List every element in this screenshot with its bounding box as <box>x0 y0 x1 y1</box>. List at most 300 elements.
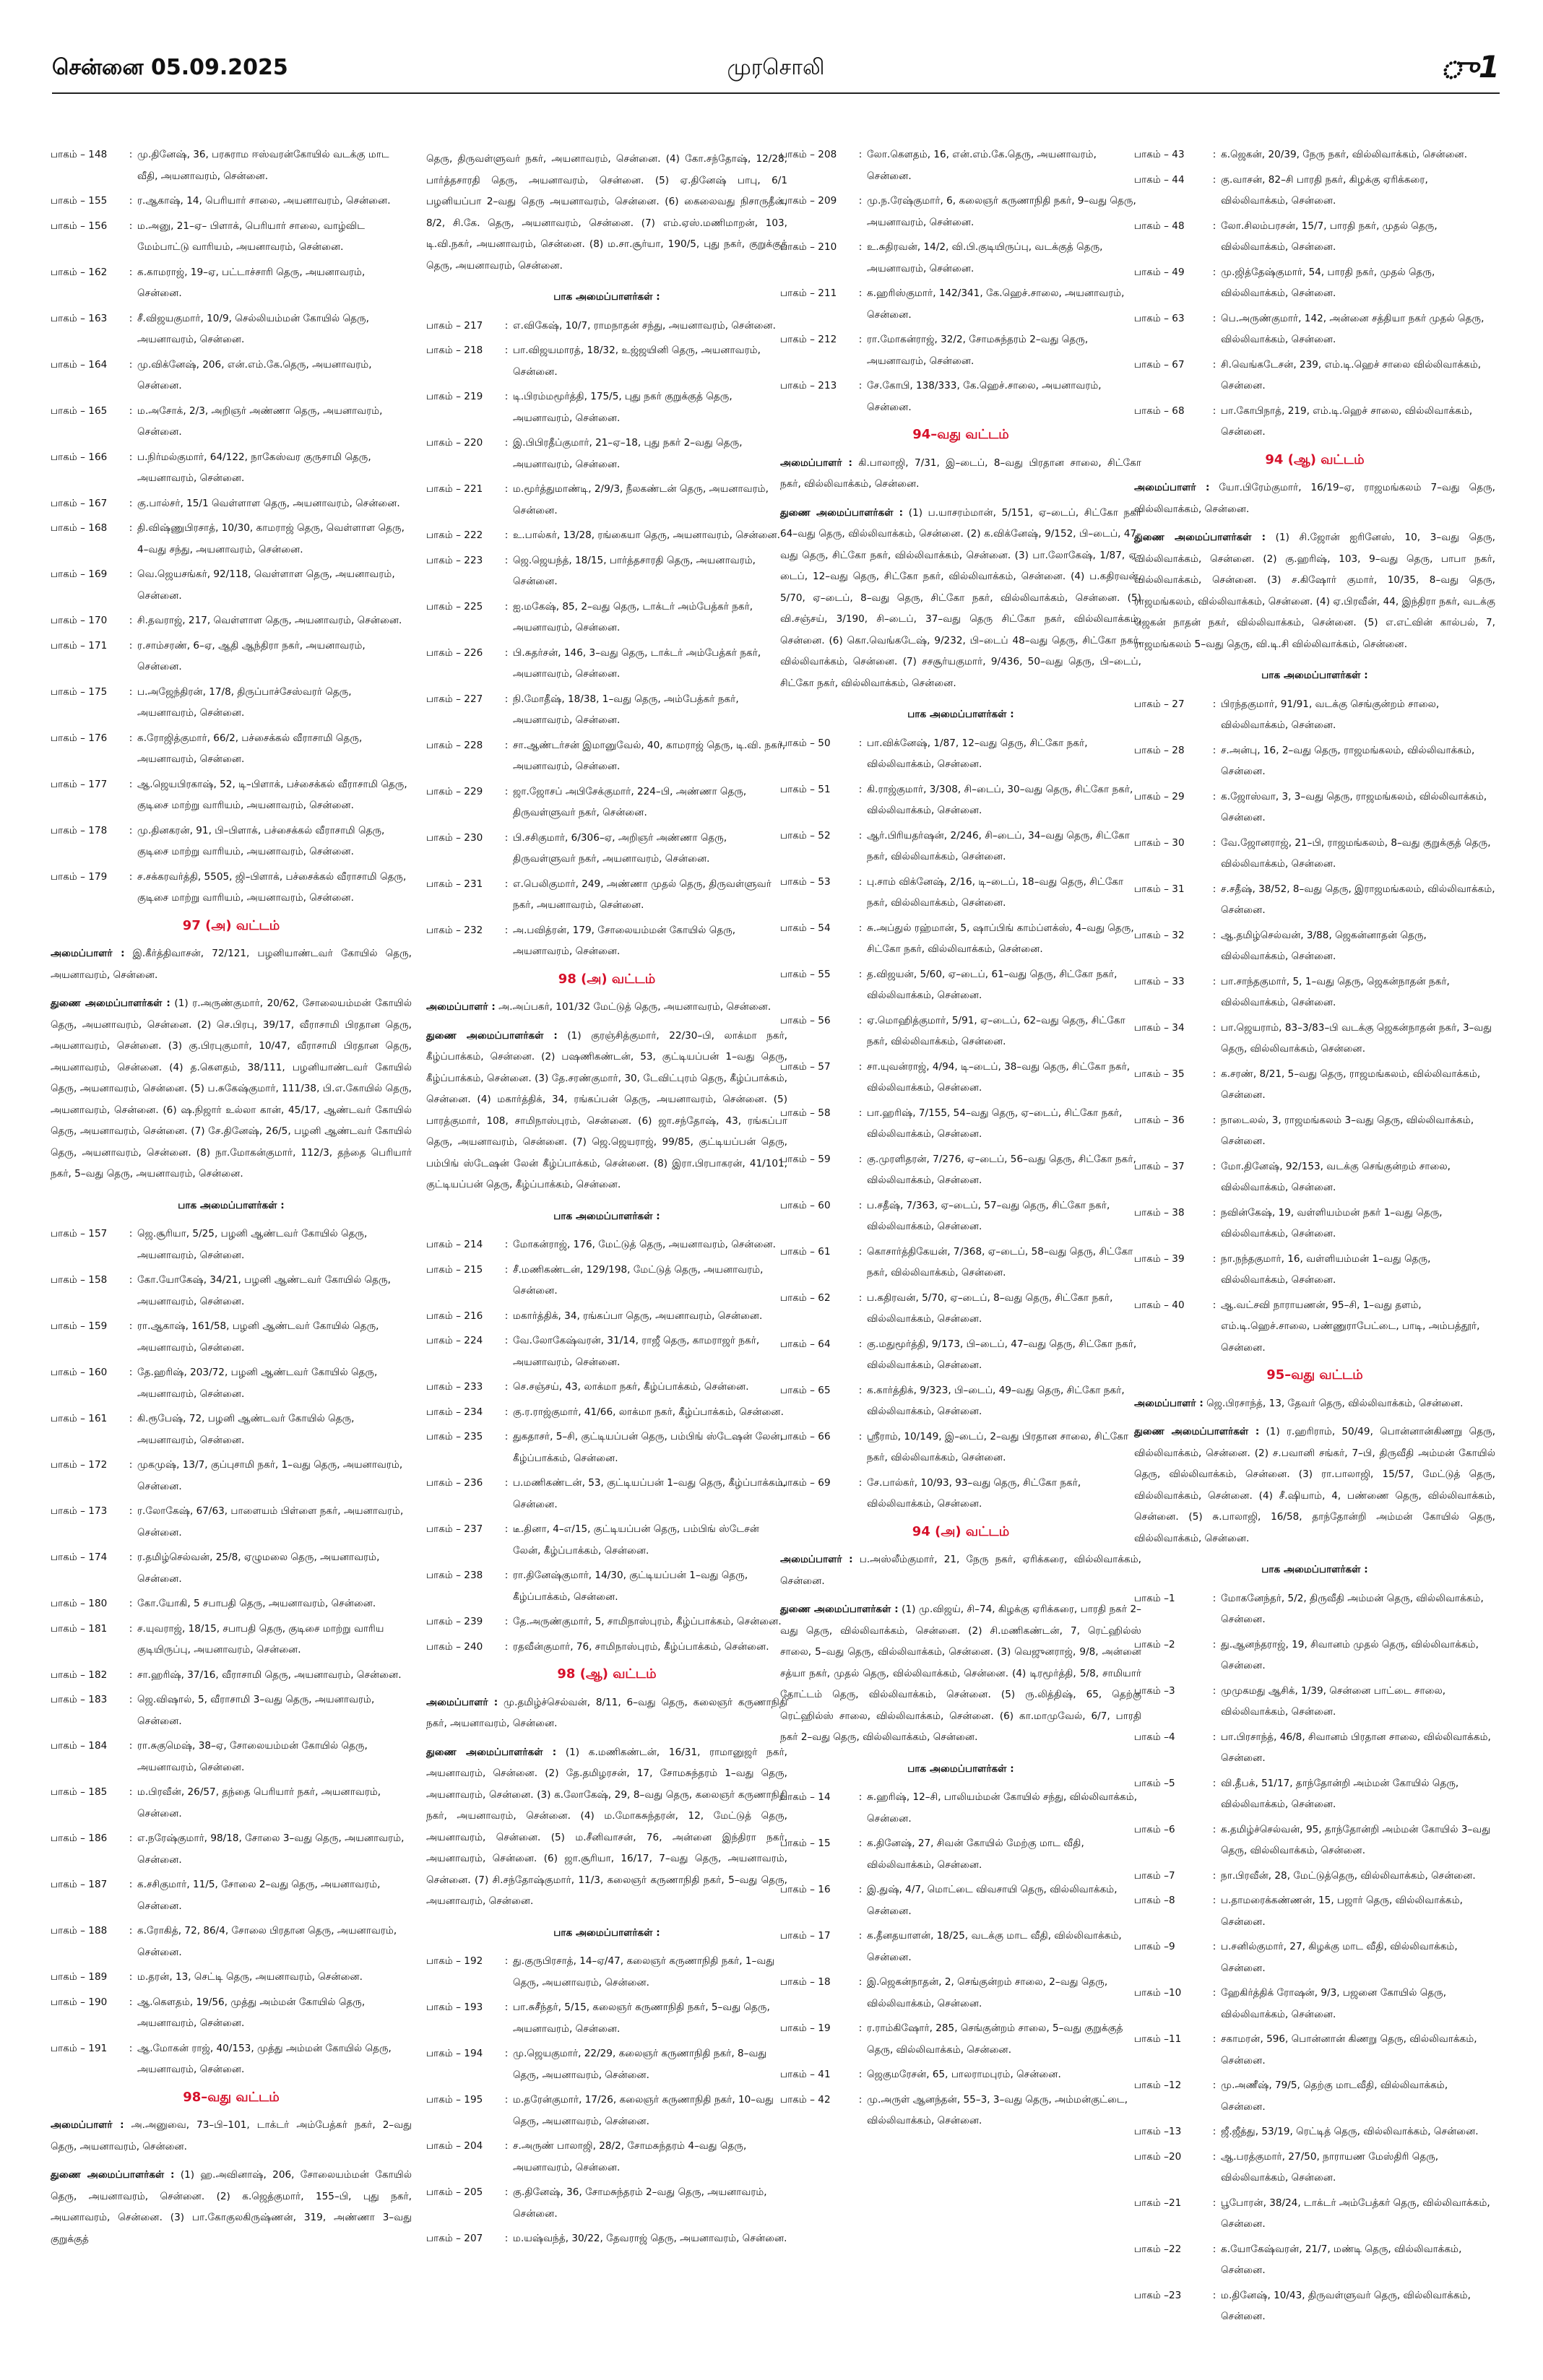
part-number: பாகம் – 42 <box>780 2093 831 2106</box>
list-item <box>780 1879 1141 1922</box>
separator: : <box>1212 1068 1216 1080</box>
part-number: பாகம் – 213 <box>780 380 837 391</box>
paragraph-text: ஜெ.பிரசாந்த், 13, தேவர் தெரு, வில்லிவாக்கம், சென்னை. <box>1203 1397 1464 1409</box>
list-item <box>51 1547 412 1590</box>
list-item <box>426 550 787 593</box>
member-details: சு.ஹரிஷ், 12–சி, பாலியம்மன் கோயில் சந்து, வில்லிவாக்கம், சென்னை. <box>867 1791 1138 1825</box>
list-item <box>426 525 787 547</box>
separator: : <box>1212 220 1216 232</box>
part-number: பாகம் – 239 <box>426 1616 483 1627</box>
separator: : <box>1212 266 1216 278</box>
role-label: அமைப்பாளர் : <box>51 2119 124 2131</box>
part-number: பாகம் – 165 <box>51 404 108 417</box>
member-details: ர.தமிழ்செல்வன், 25/8, ஏழுமலை தெரு, அயனாவரம், சென்னை. <box>137 1552 380 1585</box>
member-details: ச.சக்கரவர்த்தி, 5505, ஜி–பிளாக், பச்சைக்கல் வீராசாமி தெரு, குடிசை மாற்று வாரியம், அயனாவரம், சென்னை. <box>137 870 407 904</box>
paragraph-text: அ.அனுவை, 73–பி–101, டாக்டர் அம்பேத்கர் நகர், 2–வது தெரு, அயனாவரம், சென்னை. <box>51 2119 412 2152</box>
member-details: ஸ்ரீராம், 10/149, இ–டைப், 2–வது பிரதான சாலை, சிட்கோ நகர், வில்லிவாக்கம், சென்னை. <box>867 1430 1129 1463</box>
member-details: கு.வாசன், 82–சி பாரதி நகர், கிழக்கு ஏரிக்கரை, வில்லிவாக்கம், சென்னை. <box>1221 173 1428 207</box>
part-number: பாகம் –4 <box>1134 1731 1175 1743</box>
part-number: பாகம் – 240 <box>426 1640 483 1653</box>
member-details: பா.ஹரிஷ், 7/155, 54–வது தெரு, ஏ–டைப், சிட்கோ நகர், வில்லிவாக்கம், சென்னை. <box>867 1107 1123 1140</box>
role-label: துணை அமைப்பாளர்கள் : <box>1134 532 1266 543</box>
part-number: பாகம் – 56 <box>780 1014 831 1026</box>
member-details: கி.ராஜ்குமார், 3/308, சி–டைப், 30–வது தெரு, சிட்கோ நகர், வில்லிவாக்கம், சென்னை. <box>867 783 1133 816</box>
part-number: பாகம் – 195 <box>426 2094 483 2106</box>
member-details: கி.ரூபேஷ், 72, பழனி ஆண்டவர் கோயில் தெரு, அயனாவரம், சென்னை. <box>137 1413 355 1446</box>
part-number: பாகம் –9 <box>1134 1941 1175 1952</box>
part-number: பாகம் – 16 <box>780 1884 831 1895</box>
part-number: பாகம் –1 <box>1134 1592 1175 1604</box>
separator: : <box>1212 790 1216 802</box>
member-details: ஹேகிர்த்திக் ரோஷன், 9/3, பஜனை கோயில் தெரு, வில்லிவாக்கம், சென்னை. <box>1221 1987 1447 2020</box>
list-item <box>1134 1983 1495 2025</box>
part-number: பாகம் – 61 <box>780 1245 831 1258</box>
subsection-heading: பாக அமைப்பாளர்கள் : <box>907 1762 1014 1775</box>
separator: : <box>858 968 863 980</box>
list-item <box>51 401 412 443</box>
separator: : <box>1212 1895 1216 1906</box>
member-details: சே.கோபி, 138/333, கே.ஹெச்.சாலை, அயனாவரம், சென்னை. <box>867 380 1102 413</box>
member-details: பா.சுசீந்தர், 5/15, கலைஞர் கருணாநிதி நகர், 5–வது தெரு, அயனாவரம், சென்னை. <box>513 2002 770 2035</box>
separator: : <box>858 334 863 345</box>
separator: : <box>1212 2243 1216 2255</box>
member-details: மோகன்ராஜ், 176, மேட்டுத் தெரு, அயனாவரம், சென்னை. <box>513 1239 776 1250</box>
separator: : <box>504 2094 509 2106</box>
separator: : <box>858 1245 863 1258</box>
separator: : <box>858 737 863 749</box>
separator: : <box>129 1274 133 1286</box>
list-item <box>780 144 1141 187</box>
separator: : <box>129 1459 133 1471</box>
member-details: க.கார்த்திக், 9/323, பி–டைப், 49–வது தெரு, சிட்கோ நகர், வில்லிவாக்கம், சென்னை. <box>867 1384 1125 1417</box>
separator: : <box>129 1996 133 2008</box>
separator: : <box>504 2233 509 2244</box>
separator: : <box>129 404 133 417</box>
member-details: மகார்த்திக், 34, ரங்கப்பா தெரு, அயனாவரம், சென்னை. <box>513 1310 763 1322</box>
part-number: பாகம் – 27 <box>1134 698 1185 710</box>
masthead-date: சென்னை 05.09.2025 <box>52 55 288 80</box>
member-details: இ.ஜெகன்நாதன், 2, செங்குன்றம் சாலை, 2–வது தெரு, வில்லிவாக்கம், சென்னை. <box>867 1976 1108 2009</box>
part-number: பாகம் – 64 <box>780 1338 831 1350</box>
part-number: பாகம் – 234 <box>426 1406 483 1418</box>
list-item <box>51 1921 412 1963</box>
part-number: பாகம் – 38 <box>1134 1206 1185 1219</box>
member-details: ரா.சுகுமெஷ், 38–ஏ, சோலையம்மன் கோயில் தெரு, அயனாவரம், சென்னை. <box>137 1740 368 1773</box>
member-details: ஜெ.விஷால், 5, வீராசாமி 3–வது தெரு, அயனாவரம், சென்னை. <box>137 1694 375 1727</box>
member-details: சீ.மணிகண்டன், 129/198, மேட்டுத் தெரு, அயனாவரம், சென்னை. <box>513 1263 764 1297</box>
separator: : <box>129 1622 133 1635</box>
list-item <box>1134 1156 1495 1199</box>
paragraph <box>780 503 1141 695</box>
list-item <box>780 1242 1141 1284</box>
part-number: பாகம் – 181 <box>51 1622 108 1635</box>
member-details: நவின்கேஷ், 19, வள்ளியம்மன் நகர் 1–வது தெரு, வில்லிவாக்கம், சென்னை. <box>1221 1206 1443 1239</box>
part-number: பாகம் – 68 <box>1134 404 1185 417</box>
section-heading: 94 (ஆ) வட்டம் <box>1265 451 1365 467</box>
list-item <box>780 1103 1141 1146</box>
part-number: பாகம் – 229 <box>426 785 483 797</box>
part-number: பாகம் – 62 <box>780 1291 831 1304</box>
separator: : <box>1212 1941 1216 1952</box>
separator: : <box>129 1740 133 1752</box>
list-item <box>51 2038 412 2081</box>
member-details: ஜெ.சூரியா, 5/25, பழனி ஆண்டவர் கோயில் தெரு, அயனாவரம், சென்னை. <box>137 1228 368 1261</box>
separator: : <box>1212 2150 1216 2163</box>
page-number: ு1 <box>1439 49 1500 85</box>
list-item <box>780 329 1141 372</box>
part-number: பாகம் – 176 <box>51 732 108 744</box>
separator: : <box>858 241 863 253</box>
member-details: ம.யஷ்வந்த், 30/22, தேவராஜ் தெரு, அயனாவரம், சென்னை. <box>513 2233 787 2244</box>
separator: : <box>1212 173 1216 186</box>
member-details: எ.நரேஷ்குமார், 98/18, சோலை 3–வது தெரு, அயனாவரம், சென்னை. <box>137 1832 405 1866</box>
member-details: நி.மோதீஷ், 18/38, 1–வது தெரு, அம்பேத்கர் நகர், அயனாவரம், சென்னை. <box>513 693 739 726</box>
part-number: பாகம் – 29 <box>1134 790 1185 802</box>
separator: : <box>129 1320 133 1332</box>
part-number: பாகம் – 58 <box>780 1107 831 1119</box>
member-details: டி.பிரம்மமூர்த்தி, 175/5, புது நகர் குறுக்குத் தெரு, அயனாவரம், சென்னை. <box>513 391 732 424</box>
part-number: பாகம் – 174 <box>51 1552 108 1563</box>
list-item <box>780 918 1141 961</box>
separator: : <box>1212 1987 1216 1999</box>
member-details: கு.மதுமூர்த்தி, 9/173, பி–டைப், 47–வது தெரு, சிட்கோ நகர், வில்லிவாக்கம், சென்னை. <box>867 1338 1137 1371</box>
part-number: பாகம் – 220 <box>426 437 483 449</box>
part-number: பாகம் – 170 <box>51 615 108 626</box>
member-details: எ.பெலிகுமார், 249, அண்ணா முதல் தெரு, திருவள்ளுவர் நகர், அயனாவரம், சென்னை. <box>513 878 772 911</box>
list-item <box>1134 2239 1495 2282</box>
list-item <box>426 920 787 963</box>
member-details: கு.பால்சர், 15/1 வெள்ளாள தெரு, அயனாவரம், சென்னை. <box>137 497 400 509</box>
member-details: லோ.கௌதம், 16, என்.எம்.கே.தெரு, அயனாவரம், சென்னை. <box>867 149 1097 182</box>
member-details: மோ.தினேஷ், 92/153, வடக்கு செங்குன்றம் சாலை, வில்லிவாக்கம், சென்னை. <box>1221 1160 1451 1193</box>
part-number: பாகம் – 185 <box>51 1786 108 1798</box>
member-details: பா.விஜயமாரத், 18/32, உஜ்ஜயினி தெரு, அயனாவரம், சென்னை. <box>513 345 761 378</box>
part-number: பாகம் – 155 <box>51 195 108 207</box>
member-details: சா.ஹரிஷ், 37/16, வீராசாமி தெரு, அயனாவரம், சென்னை. <box>137 1669 402 1681</box>
paragraph-text: (1) க.மணிகண்டன், 16/31, ராமானுஜர் நகர், அயனாவரம், சென்னை. (2) தே.தமிழரசன், 17, சோமசுந்தரம் 1–வது தெரு, அயனாவரம், சென்னை. (3) க.லோகேஷ், 29, 8–வது தெரு, கலைஞர் கருணாநிதி நகர், அயனாவரம், சென்னை. (4) ம.மோகசுந்தரன், 12, மேட்டுத் தெரு, அயனாவரம், சென்னை. (5) ம.சீனிவாசன், 76, அன்னை இந்திரா நகர், அயனாவரம், சென்னை. (6) ஜா.சூரியா, 16/17, 7–வது தெரு, அயனாவரம், சென்னை. (7) சி.சந்தோஷ்குமார், 11/3, கலைஞர் கருணாநிதி நகர், 5–வது தெரு, அயனாவரம், சென்னை. <box>426 1746 787 1907</box>
member-details: ரா.ஆகாஷ், 161/58, பழனி ஆண்டவர் கோயில் தெரு, அயனாவரம், சென்னை. <box>137 1320 379 1354</box>
separator: : <box>504 391 509 402</box>
list-item <box>426 340 787 383</box>
subsection-heading: பாக அமைப்பாளர்கள் : <box>553 1926 660 1939</box>
role-label: துணை அமைப்பாளர்கள் : <box>1134 1426 1260 1437</box>
role-label: துணை அமைப்பாளர்கள் : <box>51 998 170 1009</box>
part-number: பாகம் – 50 <box>780 737 831 749</box>
section-heading: 98 (ஆ) வட்டம் <box>557 1666 657 1682</box>
member-details: சி.தவராஜ், 217, வெள்ளாள தெரு, அயனாவரம், சென்னை. <box>137 615 402 626</box>
member-details: ஆ.தமிழ்செல்வன், 3/88, ஜெகன்னாதன் தெரு, வில்லிவாக்கம், சென்னை. <box>1221 929 1427 962</box>
part-number: பாகம் – 180 <box>51 1598 108 1609</box>
separator: : <box>129 2042 133 2054</box>
member-details: ஆ.ஜெயபிரகாஷ், 52, டி–பிளாக், பச்சைக்கல் வீராசாமி தெரு, குடிசை மாற்று வாரியம், அயனாவரம், சென்னை. <box>137 778 407 811</box>
list-item <box>780 1334 1141 1377</box>
list-item <box>780 191 1141 233</box>
member-details: மு.தினேஷ், 36, பரசுராம ஈஸ்வரன்கோயில் வடக்கு மாட வீதி, அயனாவரம், சென்னை. <box>137 149 389 182</box>
part-number: பாகம் – 204 <box>426 2140 483 2152</box>
part-number: பாகம் – 209 <box>780 195 837 207</box>
list-item <box>1134 1249 1495 1291</box>
part-number: பாகம் – 235 <box>426 1431 483 1442</box>
member-details: க.காமராஜ், 19–ஏ, பட்டாச்சாரி தெரு, அயனாவரம், சென்னை. <box>137 266 366 299</box>
paragraph-text: யோ.பிரேம்குமார், 16/19–ஏ, ராஜமங்கலம் 7–வது தெரு, வில்லிவாக்கம், சென்னை. <box>1134 482 1496 515</box>
separator: : <box>129 1971 133 1983</box>
role-label: அமைப்பாளர் : <box>426 1001 496 1013</box>
role-label: துணை அமைப்பாளர்கள் : <box>780 1604 899 1615</box>
member-details: பா.ஜெயராம், 83–3/83–பி வடக்கு ஜெகன்நாதன் நகர், 3–வது தெரு, வில்லிவாக்கம், சென்னை. <box>1221 1021 1492 1055</box>
separator: : <box>858 1107 863 1119</box>
separator: : <box>129 1413 133 1424</box>
member-details: க.யோகேஷ்வரன், 21/7, மண்டி தெரு, வில்லிவாக்கம், சென்னை. <box>1221 2243 1462 2276</box>
list-item <box>1134 1937 1495 1979</box>
separator: : <box>858 149 863 160</box>
paragraph <box>1134 527 1495 655</box>
separator: : <box>1212 2197 1216 2209</box>
part-number: பாகம் – 17 <box>780 1930 831 1942</box>
part-number: பாகம் – 205 <box>426 2186 483 2198</box>
list-item <box>426 643 787 685</box>
list-item <box>780 1473 1141 1515</box>
member-details: ம.அனு, 21–ஏ– பிளாக், பெரியார் சாலை, வாழ்விட மேம்பாட்டு வாரியம், அயனாவரம், சென்னை. <box>137 220 366 253</box>
part-number: பாகம் – 236 <box>426 1477 483 1489</box>
list-item <box>780 2090 1141 2132</box>
member-details: க.ரோகித், 72, 86/4, சோலை பிரதான தெரு, அயனாவரம், சென்னை. <box>137 1925 397 1958</box>
list-item <box>1134 1018 1495 1060</box>
list-item <box>1134 262 1495 305</box>
separator: : <box>504 2140 509 2152</box>
member-details: ப.அஜேந்திரன், 17/8, திருப்பாச்சேஸ்வரர் தெரு, அயனாவரம், சென்னை. <box>137 685 352 719</box>
member-details: க.ஹரிஸ்குமார், 142/341, கே.ஹெச்.சாலை, அயனாவரம், சென்னை. <box>867 287 1125 321</box>
separator: : <box>129 1832 133 1844</box>
member-details: மு.அணீஷ், 79/5, தெற்கு மாடவீதி, வில்லிவாக்கம், சென்னை. <box>1221 2080 1448 2113</box>
separator: : <box>1212 1869 1216 1882</box>
part-number: பாகம் – 57 <box>780 1060 831 1073</box>
list-item <box>426 1377 787 1398</box>
part-number: பாகம் – 212 <box>780 334 837 345</box>
separator: : <box>858 922 863 934</box>
list-item <box>426 1951 787 1994</box>
paragraph <box>51 993 412 1185</box>
member-details: ச.சதீஷ், 38/52, 8–வது தெரு, இராஜமங்கலம், வில்லிவாக்கம், சென்னை. <box>1221 883 1495 916</box>
separator: : <box>129 220 133 232</box>
masthead-title: முரசொலி <box>727 55 825 80</box>
part-number: பாகம் – 163 <box>51 312 108 324</box>
subsection-heading: பாக அமைப்பாளர்கள் : <box>1261 1564 1368 1575</box>
member-details: ம.தரேன்குமார், 17/26, கலைஞர் கருணாநிதி நகர், 10–வது தெரு, அயனாவரம், சென்னை. <box>513 2094 774 2127</box>
list-item <box>1134 144 1495 166</box>
part-number: பாகம் – 18 <box>780 1976 831 1988</box>
separator: : <box>858 875 863 888</box>
separator: : <box>1212 2289 1216 2301</box>
part-number: பாகம் – 52 <box>780 829 831 841</box>
list-item <box>51 308 412 351</box>
part-number: பாகம் – 36 <box>1134 1114 1185 1126</box>
part-number: பாகம் – 182 <box>51 1669 108 1681</box>
separator: : <box>1212 149 1216 160</box>
separator: : <box>1212 1684 1216 1697</box>
part-number: பாகம் – 222 <box>426 529 483 541</box>
member-details: ஆ.கௌதம், 19/56, முத்து அம்மன் கோயில் தெரு, அயனாவரம், சென்னை. <box>137 1996 366 2029</box>
member-details: பா.பிரசாந்த், 46/8, சிவானம் பிரதான சாலை, வில்லிவாக்கம், சென்னை. <box>1221 1731 1491 1764</box>
part-number: பாகம் – 171 <box>51 639 108 652</box>
list-item <box>51 191 412 212</box>
role-label: துணை அமைப்பாளர்கள் : <box>426 1029 558 1042</box>
member-details: மு.ந.ரேஷ்குமார், 6, கலைஞர் கருணாநிதி நகர், 9–வது தெரு, அயனாவரம், சென்னை. <box>867 195 1136 228</box>
part-number: பாகம் – 207 <box>426 2233 483 2244</box>
separator: : <box>129 685 133 698</box>
list-item <box>426 735 787 778</box>
member-details: சகாமரன், 596, பொன்னான் கிணறு தெரு, வில்லிவாக்கம், சென்னை. <box>1221 2033 1477 2067</box>
member-details: டீ.தினா, 4–எ/15, குட்டியப்பன் தெரு, பம்பிங் ஸ்டேசன் லேன், கீழ்ப்பாக்கம், சென்னை. <box>513 1523 759 1557</box>
list-item <box>51 682 412 724</box>
part-number: பாகம் – 65 <box>780 1384 831 1396</box>
part-number: பாகம் – 194 <box>426 2048 483 2059</box>
member-details: சி.வெங்கடேசன், 239, எம்.டி.ஹெச் சாலை வில்லிவாக்கம், சென்னை. <box>1221 358 1482 391</box>
paragraph-text: (1) ப.யாசரம்மான், 5/151, ஏ–டைப், சிட்கோ நகர் 64–வது தெரு, வில்லிவாக்கம், சென்னை. (2) க.விக்னேஷ், 9/152, பி–டைப், 47–வது தெரு, சிட்கோ நகர், வில்லிவாக்கம், சென்னை. (3) பா.லோகேஷ், 1/87, ஏ–டைப், 12–வது தெரு, சிட்கோ நகர், வில்லிவாக்கம், சென்னை. (4) ப.கதிரவன், 5/70, ஏ–டைப், 8–வது தெரு, சிட்கோ நகர், வில்லிவாக்கம், சென்னை. (5) வி.சஞ்சய், 3/190, சி–டைப், 37–வது தெரு சிட்கோ நகர், வில்லிவாக்கம், சென்னை. (6) கொ.வெங்கடேஷ், 9/232, பி–டைப் 48–வது தெரு, சிட்கோ நகர், வில்லிவாக்கம், சென்னை. (7) சசசூர்யகுமார், 9/436, 50–வது தெரு, பி–டைப், சிட்கோ நகர், வில்லிவாக்கம், சென்னை. <box>780 506 1141 689</box>
part-number: பாகம் – 19 <box>780 2022 831 2034</box>
separator: : <box>129 1879 133 1890</box>
separator: : <box>129 1367 133 1378</box>
separator: : <box>1212 1638 1216 1650</box>
list-item <box>1134 355 1495 397</box>
list-item <box>51 144 412 187</box>
subsection-heading: பாக அமைப்பாளர்கள் : <box>553 1210 660 1222</box>
list-item <box>780 237 1141 280</box>
list-item <box>426 2182 787 2225</box>
part-number: பாகம் –12 <box>1134 2080 1182 2091</box>
member-details: தே.அருண்குமார், 5, சாமிநாஸ்புரம், கீழ்ப்பாக்கம், சென்னை. <box>513 1616 782 1627</box>
separator: : <box>1212 744 1216 756</box>
part-number: பாகம் – 41 <box>780 2069 831 2080</box>
list-item <box>1134 1890 1495 1933</box>
list-item <box>426 1473 787 1515</box>
list-item <box>51 1782 412 1825</box>
list-item <box>426 2228 787 2250</box>
member-details: கு.முரளிதரன், 7/276, ஏ–டைப், 56–வது தெரு, சிட்கோ நகர், வில்லிவாக்கம், சென்னை. <box>867 1153 1136 1186</box>
member-details: மோகனேந்தர், 5/2, திருவீதி அம்மன் தெரு, வில்லிவாக்கம், சென்னை. <box>1221 1592 1484 1625</box>
part-number: பாகம் – 63 <box>1134 312 1185 324</box>
separator: : <box>1212 1114 1216 1126</box>
separator: : <box>858 1476 863 1489</box>
separator: : <box>504 693 509 705</box>
list-item <box>51 1689 412 1732</box>
part-number: பாகம் – 169 <box>51 568 108 580</box>
member-details: க.தீனதயாளன், 18/25, வடக்கு மாட வீதி, வில்லிவாக்கம், சென்னை. <box>867 1930 1122 1963</box>
section-heading: 98–வது வட்டம் <box>183 2089 280 2105</box>
separator: : <box>1212 2033 1216 2045</box>
separator: : <box>1212 1731 1216 1743</box>
member-details: ம.அசோக், 2/3, அறிஞர் அண்ணா தெரு, அயனாவரம், சென்னை. <box>137 404 383 438</box>
member-details: மு.தினகரன், 91, பி–பிளாக், பச்சைக்கல் வீராசாமி தெரு, குடிசை மாற்று வாரியம், அயனாவரம், சென்னை. <box>137 824 385 857</box>
part-number: பாகம் – 160 <box>51 1367 108 1378</box>
part-number: பாகம் – 60 <box>780 1199 831 1211</box>
part-number: பாகம் –5 <box>1134 1777 1175 1789</box>
column-2 <box>426 144 787 2254</box>
member-details: பா.சாந்தகுமார், 5, 1–வது தெரு, ஜெகன்நாதன் நகர், வில்லிவாக்கம், சென்னை. <box>1221 975 1450 1008</box>
member-details: ப.நிர்மல்குமார், 64/122, நாகேஸ்வர குருசாமி தெரு, அயனாவரம், சென்னை. <box>137 451 371 484</box>
list-item <box>780 2064 1141 2086</box>
separator: : <box>858 1060 863 1073</box>
part-number: பாகம் – 210 <box>780 241 837 253</box>
list-item <box>1134 401 1495 443</box>
member-details: வே.ஜோனராஜ், 21–பி, ராஜமங்கலம், 8–வது குறுக்குத் தெரு, வில்லிவாக்கம், சென்னை. <box>1221 836 1491 870</box>
separator: : <box>1212 1206 1216 1219</box>
role-label: துணை அமைப்பாளர்கள் : <box>51 2169 175 2181</box>
member-details: வே.லோகேஷ்வரன், 31/14, ராஜீ தெரு, காமராஜர் நகர், அயனாவரம், சென்னை. <box>513 1335 760 1368</box>
part-number: பாகம் – 184 <box>51 1740 108 1752</box>
member-details: ஆ.பரத்குமார், 27/50, நாராயண மேஸ்திரி தெரு, வில்லிவாக்கம், சென்னை. <box>1221 2150 1439 2184</box>
member-details: ஜெ.ஜெயந்த், 18/15, பார்த்தசாரதி தெரு, அயனாவரம், சென்னை. <box>513 554 756 587</box>
part-number: பாகம் – 230 <box>426 831 483 844</box>
paragraph-text: ப.அஸ்லீம்குமார், 21, நேரு நகர், ஏரிக்கரை, வில்லிவாக்கம், சென்னை. <box>780 1554 1141 1587</box>
member-details: உ.சுதிரவன், 14/2, வி.பி.குடியிருப்பு, வடக்குத் தெரு, அயனாவரம், சென்னை. <box>867 241 1103 274</box>
part-number: பாகம் – 54 <box>780 922 831 934</box>
paragraph-text: (1) சி.ஜோன் ஐரினேஸ், 10, 3–வது தெரு, வில்லிவாக்கம், சென்னை. (2) கு.ஹரிஷ், 103, 9–வது தெரு, பாபா நகர், வில்லிவாக்கம், சென்னை. (3) ச.கிஷோர் குமார், 10/35, 8–வது தெரு, ராஜமங்கலம், வில்லிவாக்கம், சென்னை. (4) ஏ.பிரவீன், 44, இந்திரா நகர், வடக்கு ஜெகன் நாதன் நகர், வில்லிவாக்கம், சென்னை. (5) எ.எட்வின் கால்பல், 7, ராஜமங்கலம் 5–வது தெரு, வி.டி.சி வில்லிவாக்கம், சென்னை. <box>1134 532 1495 650</box>
member-details: ச.யுவராஜ், 18/15, சபாபதி தெரு, குடிசை மாற்று வாரிய குடியிருப்பு, அயனாவரம், சென்னை. <box>137 1622 384 1656</box>
part-number: பாகம் – 167 <box>51 497 108 509</box>
paragraph-text: கி.பாலாஜி, 7/31, இ–டைப், 8–வது பிரதான சாலை, சிட்கோ நகர், வில்லிவாக்கம், சென்னை. <box>780 456 1141 490</box>
column-4 <box>1134 144 1495 2332</box>
paragraph <box>51 943 412 986</box>
paragraph <box>1134 477 1495 520</box>
separator: : <box>504 600 509 613</box>
member-details: ச.அன்பு, 16, 2–வது தெரு, ராஜமங்கலம், வில்லிவாக்கம், சென்னை. <box>1221 744 1475 777</box>
member-details: ஜா.ஜோசப் அபிசேக்குமார், 224–பி, அண்ணா தெரு, திருவள்ளுவர் நகர், சென்னை. <box>513 785 747 818</box>
list-item <box>51 518 412 561</box>
list-item <box>51 216 412 259</box>
separator: : <box>858 2069 863 2080</box>
member-details: த.விஜயன், 5/60, ஏ–டைப், 61–வது தெரு, சிட்கோ நகர், வில்லிவாக்கம், சென்னை. <box>867 968 1118 1001</box>
part-number: பாகம் – 44 <box>1134 173 1185 186</box>
list-item <box>426 1402 787 1424</box>
separator: : <box>129 615 133 626</box>
part-number: பாகம் – 32 <box>1134 929 1185 941</box>
member-details: உ.பால்கர், 13/28, ரங்கையா தெரு, அயனாவரம், சென்னை. <box>513 529 780 541</box>
separator: : <box>1212 975 1216 987</box>
separator: : <box>858 1930 863 1942</box>
part-number: பாகம் –11 <box>1134 2033 1182 2045</box>
paragraph <box>426 1026 787 1196</box>
list-item <box>780 1195 1141 1238</box>
part-number: பாகம் – 14 <box>780 1791 831 1803</box>
list-item <box>51 262 412 305</box>
list-item <box>51 1665 412 1687</box>
role-label: அமைப்பாளர் : <box>1134 1397 1203 1409</box>
separator: : <box>129 870 133 883</box>
separator: : <box>1212 1823 1216 1835</box>
separator: : <box>858 1291 863 1304</box>
part-number: பாகம் –10 <box>1134 1987 1182 1999</box>
list-item <box>1134 833 1495 875</box>
separator: : <box>129 149 133 160</box>
member-details: தே.ஹரிஷ், 203/72, பழனி ஆண்டவர் கோயில் தெரு, அயனாவரம், சென்னை. <box>137 1367 378 1400</box>
member-details: எ.விகேஷ், 10/7, ராமநாதன் சந்து, அயனாவரம், சென்னை. <box>513 319 777 332</box>
list-item <box>780 1057 1141 1099</box>
part-number: பாகம் – 34 <box>1134 1021 1185 1034</box>
part-number: பாகம் – 217 <box>426 319 483 332</box>
list-item <box>426 1234 787 1256</box>
member-details: நா.பிரவீன், 28, மேட்டுத்தெரு, வில்லிவாக்கம், சென்னை. <box>1221 1869 1476 1882</box>
separator: : <box>129 358 133 371</box>
separator: : <box>858 1338 863 1350</box>
member-details: பா.விக்னேஷ், 1/87, 12–வது தெரு, சிட்கோ நகர், வில்லிவாக்கம், சென்னை. <box>867 737 1088 770</box>
part-number: பாகம் – 35 <box>1134 1068 1185 1080</box>
part-number: பாகம் –23 <box>1134 2289 1182 2301</box>
member-details: ம.மூர்த்துமாண்டி, 2/9/3, நீலகண்டன் தெரு, அயனாவரம், சென்னை. <box>513 483 769 516</box>
member-details: லோ.சிலம்பரசன், 15/7, பாரதி நகர், முதல் தெரு, வில்லிவாக்கம், சென்னை. <box>1221 220 1438 253</box>
list-item <box>51 1874 412 1917</box>
list-item <box>51 1992 412 2035</box>
member-details: பு.சாம் விக்னேஷ், 2/16, டி–டைப், 18–வது தெரு, சிட்கோ நகர், வில்லிவாக்கம், சென்னை. <box>867 875 1124 909</box>
